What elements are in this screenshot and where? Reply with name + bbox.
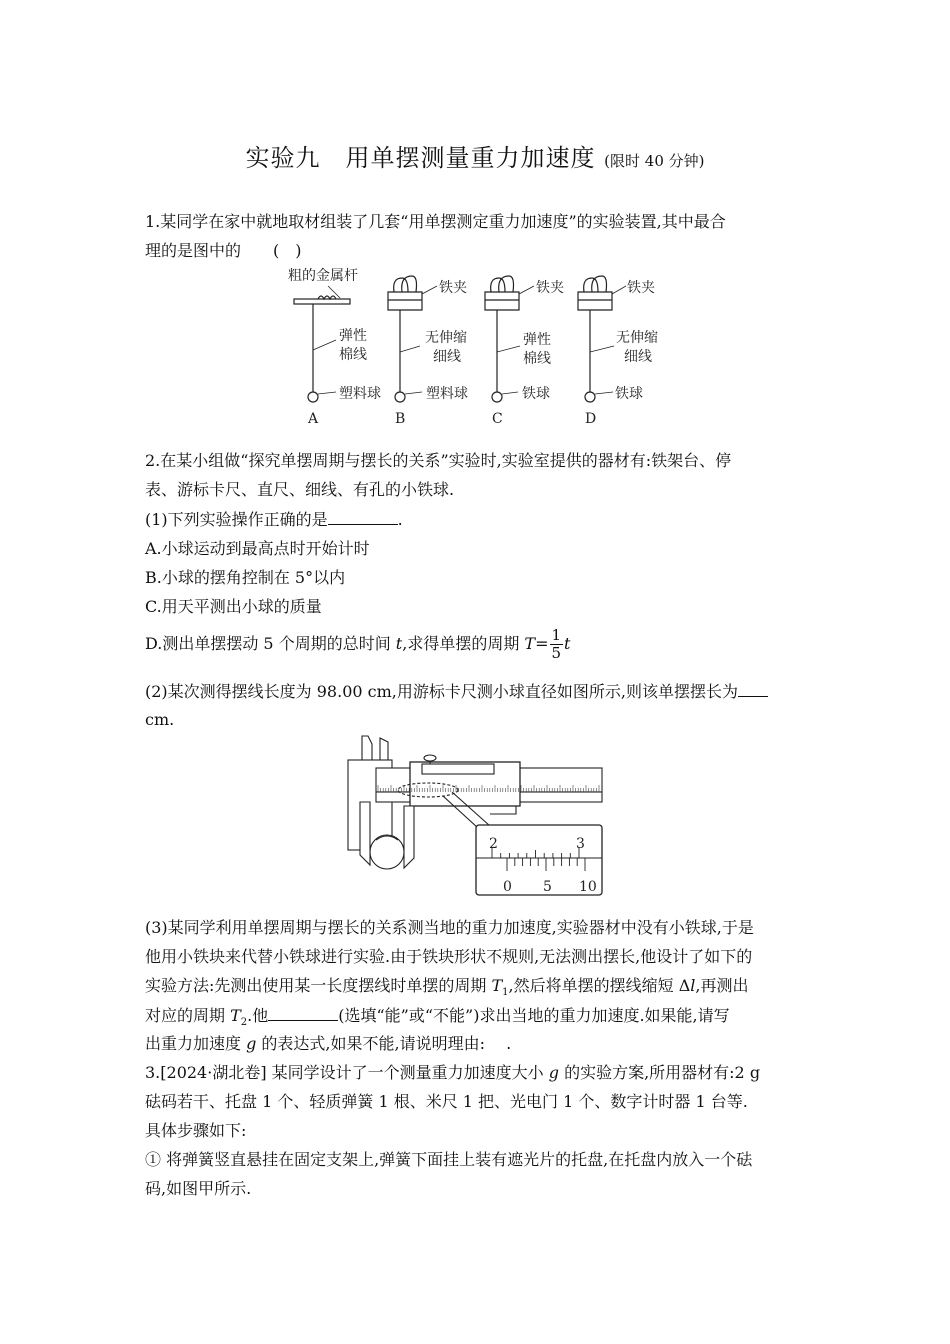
q2-part3-line4a: 对应的周期 (145, 1006, 231, 1025)
vernier-0: 0 (503, 879, 512, 895)
q3-text-line3: 具体步骤如下: (145, 1121, 247, 1140)
q2-part3-line5 (145, 1033, 511, 1055)
label-thread-b-2: 细线 (433, 349, 461, 365)
q2-part1-suffix: . (397, 510, 403, 529)
equals-sign: = (535, 634, 549, 653)
q2-part1 (145, 508, 403, 531)
q2-option-d-prefix: D.测出单摆摆动 5 个周期的总时间 (145, 634, 396, 653)
var-T2: T (230, 1006, 241, 1025)
title-main: 实验九 用单摆测量重力加速度 (245, 144, 596, 172)
q3-line1a: 3.[2024·湖北卷] 某同学设计了一个测量重力加速度大小 (145, 1063, 549, 1082)
answer-blank-1[interactable] (328, 508, 398, 525)
vernier-5: 5 (543, 879, 552, 895)
vernier-10: 10 (579, 879, 597, 895)
q2-part3-line5b: 的表达式,如果不能,请说明理由: . (256, 1034, 512, 1053)
title-time-limit: (限时 40 分钟) (604, 152, 705, 170)
label-option-c: C (492, 411, 503, 427)
q2-part3-line4c: (选填“能”或“不能”)求出当地的重力加速度.如果能,请写 (338, 1006, 730, 1025)
label-option-a: A (308, 411, 319, 427)
var-g: g (246, 1034, 257, 1053)
q3-var-g: g (548, 1063, 559, 1082)
q2-part3-line4b: .他 (247, 1006, 269, 1025)
q2-part2-line1 (145, 680, 768, 703)
q3-text-line4: ① 将弹簧竖直悬挂在固定支架上,弹簧下面挂上装有遮光片的托盘,在托盘内放入一个砝 (145, 1150, 753, 1169)
q3-text-line5: 码,如图甲所示. (145, 1179, 252, 1198)
q2-part3-line2: 他用小铁块来代替小铁球进行实验.由于铁块形状不规则,无法测出摆长,他设计了如下的 (145, 947, 753, 966)
label-thread-d-1: 无伸缩 (616, 330, 658, 346)
q3-text-line1 (145, 1062, 760, 1084)
fraction-numerator: 1 (551, 626, 562, 644)
label-thread-c-1: 弹性 (523, 332, 551, 348)
var-t: t (395, 634, 403, 653)
q2-part3-line5a: 出重力加速度 (145, 1034, 247, 1053)
var-T1: T (491, 976, 503, 995)
q2-part3-line3b: ,然后将单摆的摆线缩短 Δ (508, 976, 691, 995)
q3-line1b: 的实验方案,所用器材有:2 g (558, 1063, 761, 1082)
q2-text-line1: 2.在某小组做“探究单摆周期与摆长的关系”实验时,实验室提供的器材有:铁架台、停 (145, 451, 732, 470)
label-option-b: B (395, 411, 406, 427)
q2-option-a: A.小球运动到最高点时开始计时 (145, 539, 370, 558)
fraction-denominator: 5 (551, 644, 562, 662)
answer-blank-3[interactable] (268, 1004, 338, 1021)
subscript-1: 1 (502, 987, 509, 999)
q2-part3-line3a: 实验方法:先测出使用某一长度摆线时单摆的周期 (145, 976, 492, 995)
label-clamp-b: 铁夹 (439, 280, 467, 296)
label-ball-b: 塑料球 (426, 386, 468, 402)
label-clamp-c: 铁夹 (536, 280, 564, 296)
q1-pendulum-figure (280, 262, 680, 432)
label-ball-d: 铁球 (615, 386, 643, 402)
label-rod: 粗的金属杆 (288, 268, 358, 284)
fraction-one-fifth (550, 627, 564, 662)
q2-text-line2: 表、游标卡尺、直尺、细线、有孔的小铁球. (145, 480, 455, 499)
label-thread-d-2: 细线 (624, 349, 652, 365)
q2-option-d-mid: ,求得单摆的周期 (402, 634, 525, 653)
label-thread-b-1: 无伸缩 (425, 330, 467, 346)
q1-text-line2: 理的是图中的 ( ) (145, 241, 302, 260)
q2-part2-line2: cm. (145, 710, 175, 729)
label-thread-a-2: 棉线 (339, 347, 367, 363)
q2-option-d (145, 627, 570, 662)
label-thread-a-1: 弹性 (339, 328, 367, 344)
q3-text-line2: 砝码若干、托盘 1 个、轻质弹簧 1 根、米尺 1 把、光电门 1 个、数字计时器 1 台等. (145, 1092, 748, 1111)
var-t-2: t (564, 634, 571, 653)
label-option-d: D (585, 411, 597, 427)
answer-blank-2[interactable] (738, 680, 768, 697)
var-l: l (690, 976, 696, 995)
main-scale-3: 3 (576, 836, 585, 852)
q2-option-c: C.用天平测出小球的质量 (145, 597, 322, 616)
q2-part3-line3 (145, 975, 748, 1004)
label-ball-a: 塑料球 (339, 386, 381, 402)
main-scale-2: 2 (489, 836, 498, 852)
q2-option-b: B.小球的摆角控制在 5°以内 (145, 568, 346, 587)
vernier-caliper-figure (340, 730, 610, 900)
page-title (0, 138, 950, 173)
label-thread-c-2: 棉线 (523, 351, 551, 367)
q2-part1-prefix: (1)下列实验操作正确的是 (145, 510, 328, 529)
q2-part3-line1: (3)某同学利用单摆周期与摆长的关系测当地的重力加速度,实验器材中没有小铁球,于是 (145, 918, 754, 937)
label-ball-c: 铁球 (522, 386, 550, 402)
q2-part3-line4 (145, 1004, 730, 1034)
label-clamp-d: 铁夹 (627, 280, 655, 296)
subscript-2: 2 (240, 1017, 248, 1029)
q1-text-line1: 1.某同学在家中就地取材组装了几套“用单摆测定重力加速度”的实验装置,其中最合 (145, 212, 726, 231)
var-T: T (524, 634, 536, 653)
q2-part2-text: (2)某次测得摆线长度为 98.00 cm,用游标卡尺测小球直径如图所示,则该单摆摆长为 (145, 682, 738, 701)
q2-part3-line3c: ,再测出 (695, 976, 749, 995)
